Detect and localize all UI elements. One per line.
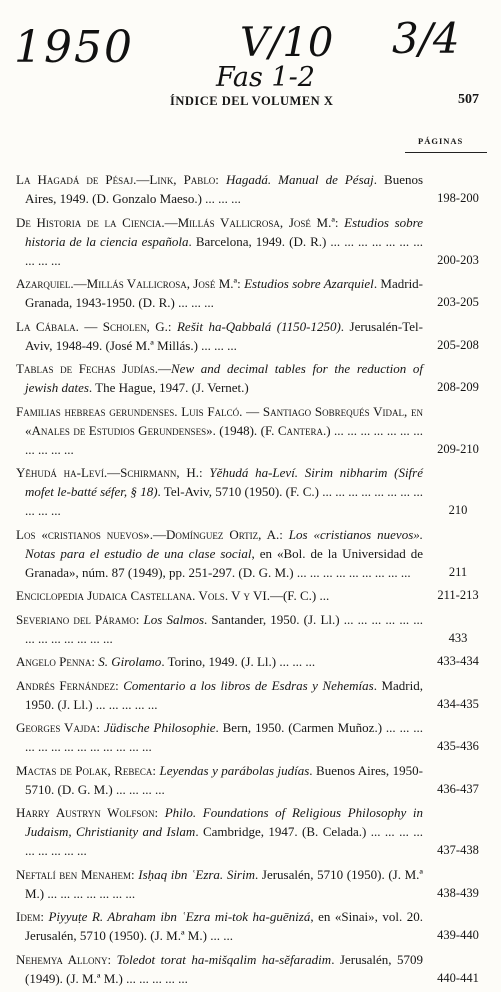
entry-author: .—Domínguez Ortiz, A.:	[149, 526, 289, 542]
entry-title: New and decimal tables for the reduction of jewish dates	[25, 361, 423, 395]
entry-text	[16, 317, 423, 355]
index-entry	[16, 718, 493, 756]
running-header: ÍNDICE DEL VOLUMEN X	[170, 94, 334, 108]
entry-text	[16, 402, 423, 459]
entry-heading: La Hagadá de Pésaj	[16, 172, 134, 187]
entry-title: Comentario a los libros de Esdras y Nehemías	[123, 677, 374, 693]
entry-title: Hagadá. Manual de Pésaj	[225, 172, 374, 187]
entry-heading: Enciclopedia Judaica Castellana. Vols. V y VI	[16, 588, 267, 603]
entry-title: S. Girolamo	[98, 654, 162, 669]
entry-text	[16, 676, 423, 714]
entry-pages: 203-205	[437, 295, 479, 309]
entry-author: :	[107, 951, 117, 967]
pages-column-label: PÁGINAS	[418, 136, 464, 146]
index-entry	[16, 865, 493, 903]
entry-title: Philo. Foundations of Religious Philosophy in Judaism, Christianity and Islam	[25, 805, 423, 839]
entry-pages: 205-208	[437, 337, 479, 352]
entry-text	[16, 463, 423, 520]
entry-text	[16, 803, 423, 860]
index-entry	[16, 274, 493, 312]
index-entry	[16, 907, 493, 945]
index-entry	[16, 317, 493, 355]
index-entries	[16, 170, 493, 992]
entry-heading: Idem	[16, 909, 41, 924]
entry-text	[16, 865, 423, 903]
entry-details: . The Hague, 1947. (J. Vernet.)	[88, 380, 249, 395]
entry-author: .—Millás Vallicrosa, José M.ª:	[70, 276, 245, 291]
entry-author: .—Millás Vallicrosa, José M.ª:	[161, 214, 345, 230]
entry-author: . — Scholen, G.:	[75, 318, 177, 334]
entry-text	[16, 761, 423, 799]
index-entry	[16, 525, 493, 582]
entry-title: Los «cristianos nuevos». Notas para el estudio de una clase social	[25, 526, 423, 561]
index-entry	[16, 761, 493, 799]
index-entry	[16, 610, 493, 648]
entry-details: . Barcelona, 1949. (D. R.) ... ... ... ... ... ... ... ... ... ...	[25, 233, 423, 268]
entry-details: . Madrid-Granada, 1943-1950. (D. R.) ... ... ...	[25, 276, 424, 310]
entry-author: :	[91, 654, 99, 669]
index-entry	[16, 402, 493, 459]
entry-pages: 433	[448, 630, 468, 645]
entry-details: , en «Sinai», vol. 20. Jerusalén, 5710 (1950). (J. M.ª M.) ... ...	[25, 909, 423, 943]
entry-heading: Yĕhudá ha-Leví	[16, 465, 104, 480]
entry-pages: 209-210	[437, 441, 479, 456]
entry-author: :	[135, 611, 144, 627]
entry-pages: 438-439	[437, 885, 479, 900]
entry-heading: Tablas de Fechas Judías	[16, 361, 155, 376]
index-entry	[16, 170, 493, 208]
handwritten-year: 1950	[14, 22, 134, 73]
entry-author: :	[96, 720, 104, 735]
entry-pages: 200-203	[437, 252, 479, 267]
entry-title: Estudios sobre historia de la ciencia española	[25, 214, 423, 249]
entry-heading: Nehemya Allony	[16, 951, 108, 967]
handwritten-fraction: 3/4	[392, 14, 460, 63]
index-entry	[16, 213, 493, 270]
index-entry	[16, 676, 493, 714]
entry-title: Leyendas y parábolas judías	[159, 762, 310, 778]
entry-details: . Jerusalén-Tel-Aviv, 1948-49. (José M.ª Millás.) ... ... ...	[25, 318, 423, 353]
entry-pages: 198-200	[437, 191, 479, 205]
entry-title: Los Salmos	[143, 611, 205, 627]
entry-details: . Tel-Aviv, 5710 (1950). (F. C.) ... ... ... ... ... ... ... ... ... ... ...	[25, 484, 423, 518]
entry-title: Isḥaq ibn ʿEzra. Sirim	[138, 866, 255, 882]
entry-heading: Azarquiel	[16, 276, 71, 291]
entry-heading: Mactas de Polak, Rebeca	[16, 762, 153, 778]
entry-text	[16, 170, 423, 208]
entry-author: .—	[154, 361, 171, 376]
entry-heading: La Cábala	[16, 318, 76, 334]
page-number: 507	[458, 92, 479, 107]
entry-details: . Santander, 1950. (J. Ll.) ... ... ... ... ... ... ... ... ... ... ... ... ...	[25, 611, 423, 646]
entry-pages: 211	[448, 564, 468, 579]
entry-pages: 439-440	[437, 928, 479, 942]
entry-heading: Andrés Fernández	[16, 677, 116, 693]
handwritten-fascicles: Fas 1-2	[216, 62, 315, 93]
entry-text	[16, 359, 423, 397]
index-entry	[16, 586, 493, 605]
entry-pages: 437-438	[437, 843, 479, 857]
entry-title: Yĕhudá ha-Leví. Sirim nibharim (Sifré mofet le-batté séfer, § 18)	[25, 465, 423, 499]
index-entry	[16, 463, 493, 520]
entry-author: :	[152, 762, 160, 778]
index-entry	[16, 950, 493, 988]
entry-author: :	[154, 805, 165, 820]
entry-pages: 208-209	[437, 380, 479, 394]
entry-pages: 210	[448, 503, 468, 517]
entry-text	[16, 652, 423, 671]
entry-heading: Neftalí ben Menahem	[16, 866, 131, 882]
entry-heading: Familias hebreas gerundenses	[16, 403, 175, 419]
entry-pages: 440-441	[437, 970, 479, 985]
entry-details: . Buenos Aires, 1949. (D. Gonzalo Maeso.) ... ... ...	[25, 172, 424, 206]
entry-title: Estudios sobre Azarquiel	[244, 276, 374, 291]
entry-author: . Luis Falcó. — Santiago Sobrequés Vidal, en «Anales de Estudios Gerundenses». (1948). (F. Cantera.) ... ... ... ... ... ... ... ... ... ... ...	[25, 403, 423, 457]
entry-text	[16, 907, 423, 945]
index-entry	[16, 359, 493, 397]
index-entry	[16, 652, 493, 671]
handwritten-volume: V/10	[240, 20, 334, 66]
entry-author: :	[115, 677, 124, 693]
column-rule	[405, 152, 487, 153]
entry-heading: Harry Austryn Wolfson	[16, 805, 155, 820]
entry-details: . Cambridge, 1947. (B. Celada.) ... ... ... ... ... ... ... ... ...	[25, 824, 423, 858]
entry-details: . Bern, 1950. (Carmen Muñoz.) ... ... ... ... ... ... ... ... ... ... ... ... ...	[25, 720, 423, 754]
entry-details: . Jerusalén, 5710 (1950). (J. M.ª M.) ... ... ... ... ... ... ...	[25, 866, 424, 901]
entry-details: . Buenos Aires, 1950-5710. (D. G. M.) ... ... ... ...	[25, 762, 423, 797]
index-entry	[16, 803, 493, 860]
entry-text	[16, 274, 423, 312]
entry-heading: De Historia de la Ciencia	[16, 214, 162, 230]
entry-text	[16, 213, 423, 270]
entry-details: . Jerusalén, 5709 (1949). (J. M.ª M.) ... ... ... ... ...	[25, 951, 423, 986]
entry-text	[16, 525, 423, 582]
entry-details: , en «Bol. de la Universidad de Granada», núm. 87 (1949), pp. 251-297. (D. G. M.) ... ... ... ... ... ... ... ... ...	[25, 545, 424, 580]
entry-title: Jüdische Philosophie	[103, 720, 216, 735]
entry-title: Rešit ha-Qabbalá (1150-1250)	[176, 318, 341, 334]
entry-heading: Severiano del Páramo	[16, 611, 136, 627]
entry-author: .—(F. C.) ...	[266, 588, 330, 603]
entry-pages: 433-434	[437, 654, 479, 668]
entry-pages: 211-213	[437, 588, 479, 602]
entry-pages: 435-436	[437, 739, 479, 753]
entry-title: Toledot torat ha-mišqalim ha-sĕfaradim	[116, 951, 332, 967]
entry-details: . Madrid, 1950. (J. Ll.) ... ... ... ... ...	[25, 677, 423, 712]
entry-author: .—Schirmann, H.:	[103, 465, 210, 480]
entry-pages: 434-435	[437, 696, 479, 711]
entry-title: Piyyuṭe R. Abraham ibn ʿEzra mi-tok ha-guēnizá	[48, 909, 311, 924]
entry-heading: Georges Vajda	[16, 720, 97, 735]
entry-details: . Torino, 1949. (J. Ll.) ... ... ...	[161, 654, 316, 669]
entry-author: :	[40, 909, 49, 924]
entry-heading: Angelo Penna	[16, 654, 92, 669]
entry-text	[16, 610, 423, 648]
entry-text	[16, 586, 423, 605]
entry-text	[16, 950, 423, 988]
entry-heading: Los «cristianos nuevos»	[16, 526, 150, 542]
entry-author: :	[131, 866, 139, 882]
entry-pages: 436-437	[437, 781, 479, 796]
entry-text	[16, 718, 423, 756]
entry-author: .—Link, Pablo:	[133, 172, 226, 187]
